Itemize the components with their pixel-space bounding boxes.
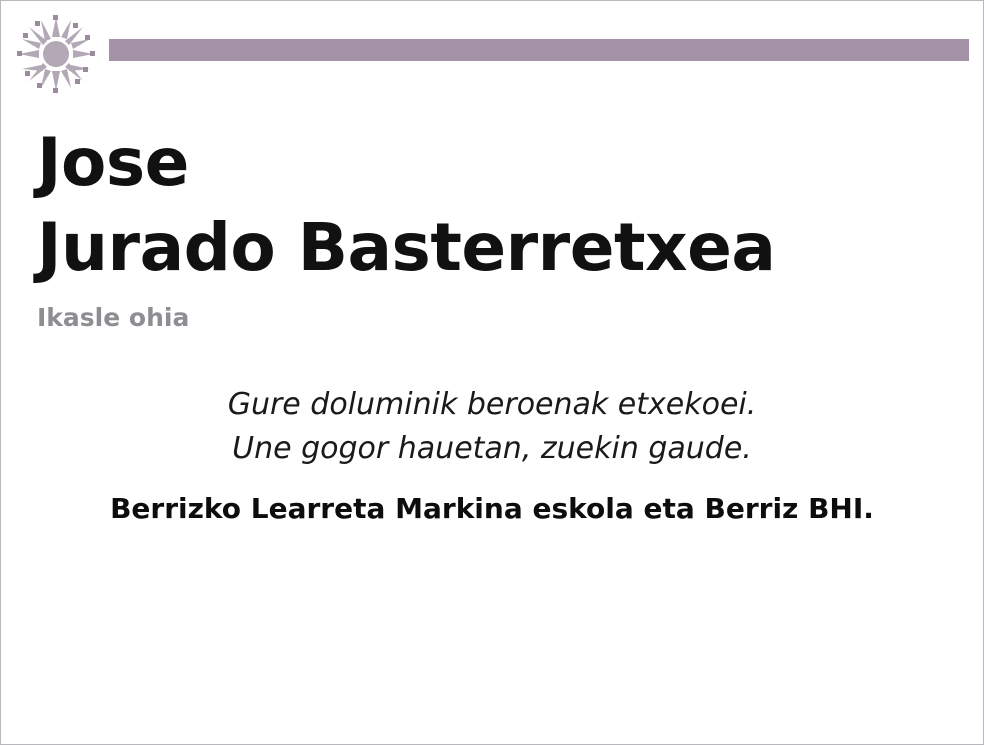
condolence-message [1, 331, 983, 470]
header-accent-bar [109, 39, 969, 61]
condolence-message-line-2: Une gogor hauetan, zuekin gaude. [232, 430, 752, 466]
condolence-message-line-1: Gure doluminik beroenak etxekoei. [227, 387, 757, 423]
notice-signature: Berrizko Learreta Markina eskola eta Berriz BHI. [110, 492, 874, 526]
deceased-first-name: Jose [37, 124, 189, 201]
starburst-emblem-icon [17, 15, 95, 93]
deceased-name [1, 101, 983, 287]
deceased-surnames: Jurado Basterretxea [37, 209, 776, 287]
deceased-role: Ikasle ohia [37, 302, 190, 332]
notice-header [17, 15, 969, 93]
notice-content [1, 101, 983, 526]
